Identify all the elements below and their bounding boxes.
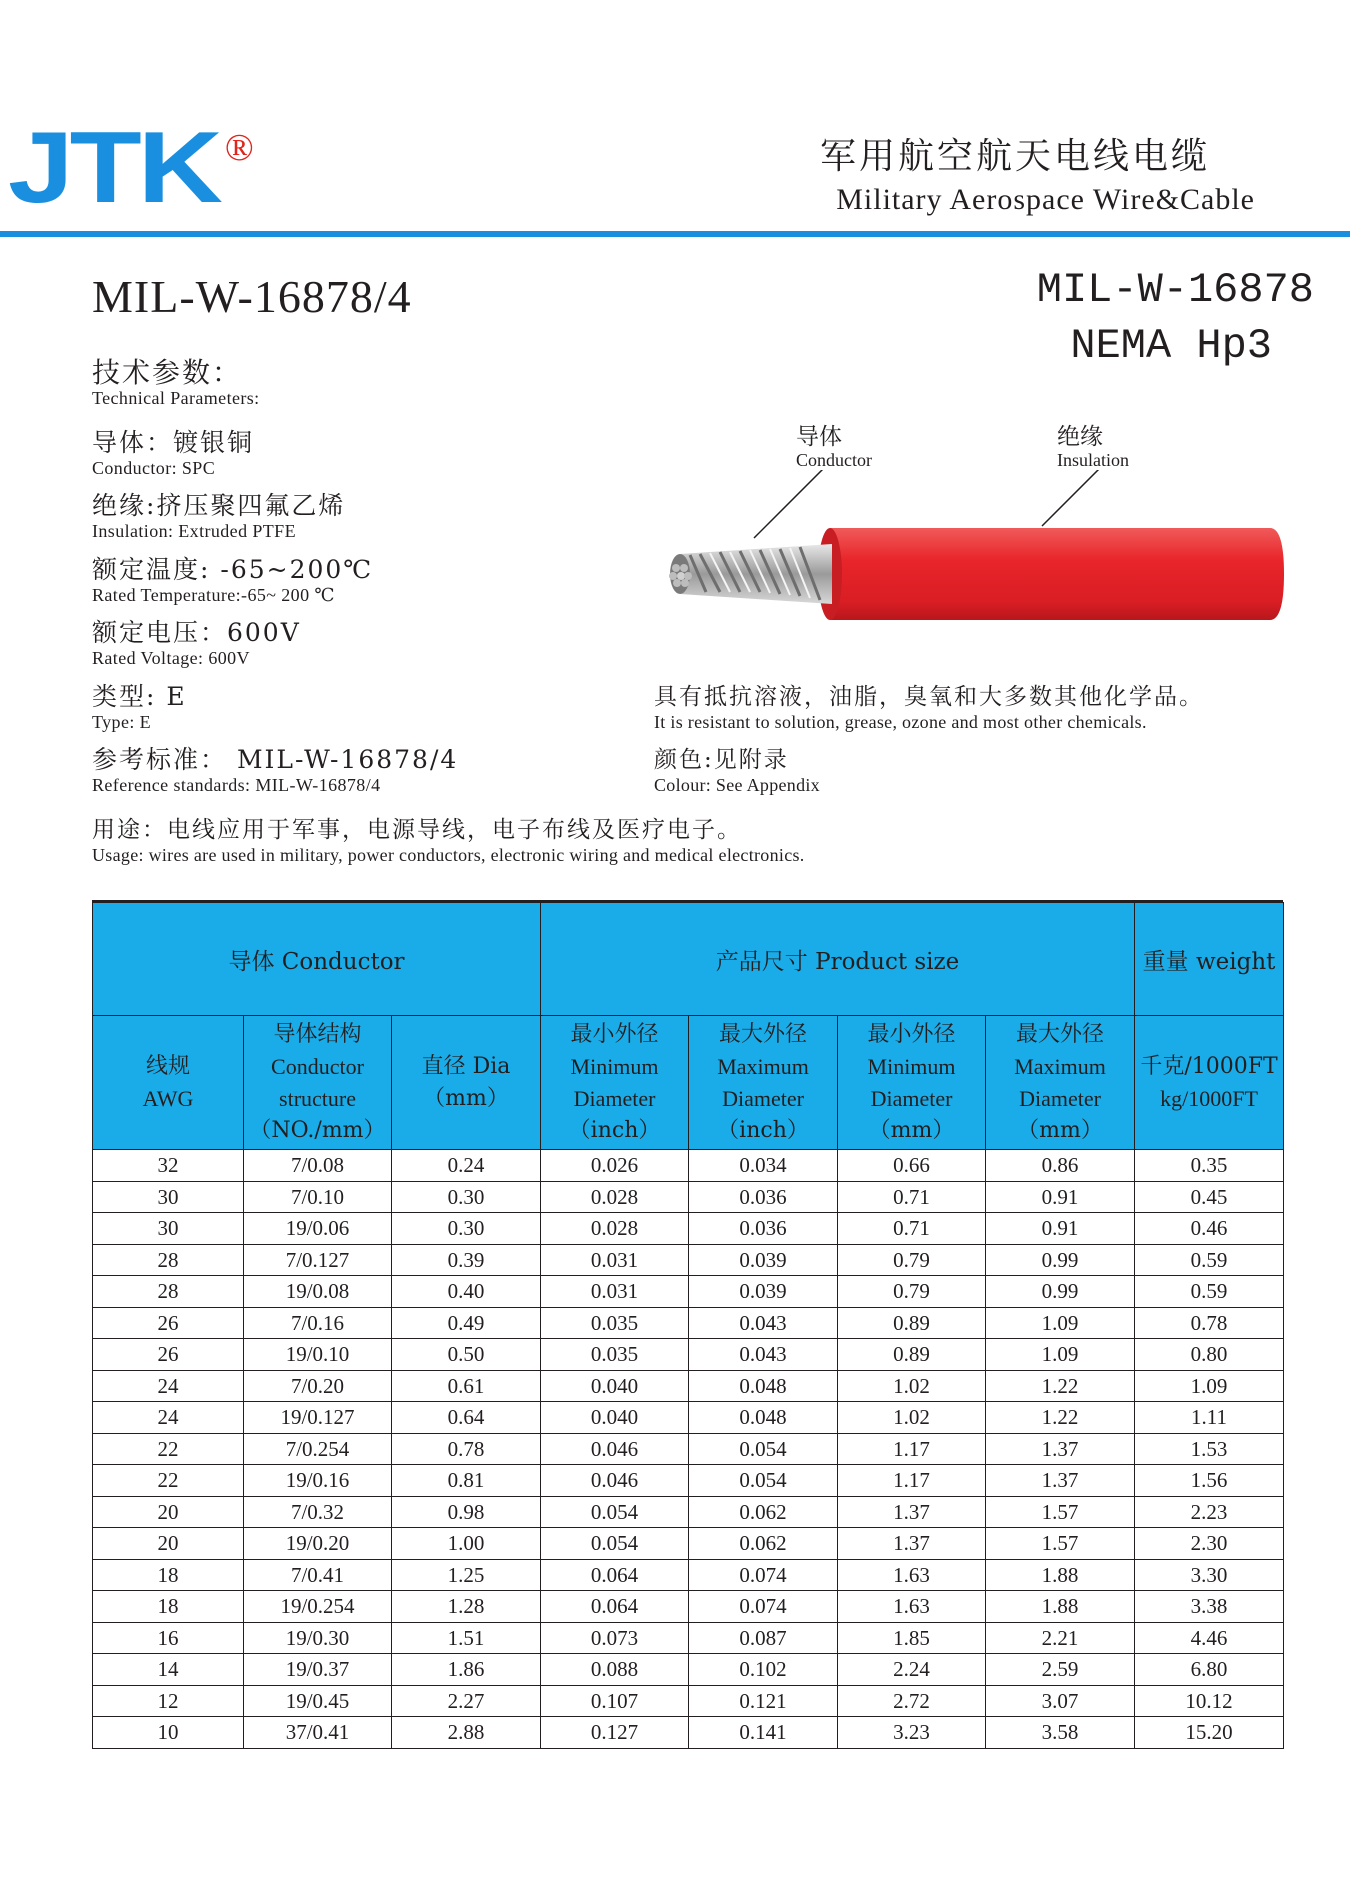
conductor-callout-cn: 导体: [796, 424, 842, 450]
cell-structure: 19/0.45: [244, 1685, 392, 1717]
param-insulation-cn: 绝缘:挤压聚四氟乙烯: [92, 491, 346, 520]
cell-structure: 19/0.30: [244, 1622, 392, 1654]
cell-weight: 0.80: [1135, 1339, 1284, 1371]
cable-illustration: [660, 470, 1300, 630]
param-reference-cn: 参考标准： MIL-W-16878/4: [92, 745, 459, 774]
table-row: [93, 1370, 1284, 1402]
cell-weight: 0.59: [1135, 1276, 1284, 1308]
cell-min-mm: 1.37: [838, 1496, 986, 1528]
cell-max-inch: 0.087: [689, 1622, 838, 1654]
cell-awg: 22: [93, 1465, 244, 1497]
table-row: [93, 1244, 1284, 1276]
cell-weight: 2.30: [1135, 1528, 1284, 1560]
cell-min-inch: 0.054: [541, 1528, 689, 1560]
table-row: [93, 1181, 1284, 1213]
insulation-callout: [1057, 424, 1129, 470]
cell-awg: 20: [93, 1528, 244, 1560]
cell-weight: 15.20: [1135, 1717, 1284, 1749]
cell-structure: 19/0.127: [244, 1402, 392, 1434]
param-temperature-cn: 额定温度: -65~200℃: [92, 555, 374, 584]
insulation-leader-line: [1042, 470, 1104, 526]
table-row: [93, 1307, 1284, 1339]
table-row: [93, 1622, 1284, 1654]
col-min-mm: 最小外径 Minimum Diameter （mm）: [838, 1016, 986, 1150]
cell-min-inch: 0.026: [541, 1150, 689, 1182]
cell-awg: 18: [93, 1591, 244, 1623]
param-heading-cn: 技术参数：: [92, 356, 243, 389]
cell-awg: 26: [93, 1339, 244, 1371]
col-dia: 直径 Dia （mm）: [392, 1016, 541, 1150]
col-structure: 导体结构 Conductor structure （NO./mm）: [244, 1016, 392, 1150]
cell-max-mm: 1.22: [986, 1402, 1135, 1434]
cell-max-mm: 1.22: [986, 1370, 1135, 1402]
cell-min-mm: 1.02: [838, 1402, 986, 1434]
table-row: [93, 1276, 1284, 1308]
cell-min-inch: 0.028: [541, 1181, 689, 1213]
table-row: [93, 1465, 1284, 1497]
cell-structure: 19/0.08: [244, 1276, 392, 1308]
cell-max-mm: 2.21: [986, 1622, 1135, 1654]
cell-dia: 0.64: [392, 1402, 541, 1434]
cell-min-mm: 1.85: [838, 1622, 986, 1654]
header-title-en: Military Aerospace Wire&Cable: [836, 183, 1255, 216]
cell-dia: 0.61: [392, 1370, 541, 1402]
cell-max-inch: 0.062: [689, 1496, 838, 1528]
cell-structure: 37/0.41: [244, 1717, 392, 1749]
cell-dia: 0.30: [392, 1181, 541, 1213]
table-row: [93, 1654, 1284, 1686]
cell-dia: 1.51: [392, 1622, 541, 1654]
cell-min-mm: 0.71: [838, 1181, 986, 1213]
col-max-mm: 最大外径 Maximum Diameter （mm）: [986, 1016, 1135, 1150]
cell-min-mm: 0.71: [838, 1213, 986, 1245]
cell-structure: 7/0.08: [244, 1150, 392, 1182]
cell-min-mm: 1.17: [838, 1465, 986, 1497]
colour-info-cn: 颜色:见附录: [654, 747, 789, 773]
param-voltage-cn: 额定电压：600V: [92, 618, 301, 647]
cell-awg: 24: [93, 1370, 244, 1402]
standard-line-2: NEMA Hp3: [1070, 322, 1272, 370]
table-body: [93, 1150, 1284, 1749]
cell-structure: 19/0.254: [244, 1591, 392, 1623]
col-max-inch: 最大外径 Maximum Diameter （inch）: [689, 1016, 838, 1150]
param-insulation-en: Insulation: Extruded PTFE: [92, 521, 296, 541]
cell-max-inch: 0.054: [689, 1433, 838, 1465]
cell-dia: 0.49: [392, 1307, 541, 1339]
cell-dia: 0.39: [392, 1244, 541, 1276]
header-title-cn: 军用航空航天电线电缆: [819, 136, 1210, 177]
cell-weight: 6.80: [1135, 1654, 1284, 1686]
param-conductor-cn: 导体：镀银铜: [92, 428, 255, 457]
cell-max-mm: 0.99: [986, 1276, 1135, 1308]
conductor-leader-line: [754, 470, 826, 538]
cell-max-inch: 0.036: [689, 1181, 838, 1213]
cell-min-inch: 0.088: [541, 1654, 689, 1686]
cell-awg: 22: [93, 1433, 244, 1465]
cell-min-mm: 0.89: [838, 1307, 986, 1339]
cell-awg: 30: [93, 1213, 244, 1245]
cell-max-inch: 0.102: [689, 1654, 838, 1686]
cell-min-inch: 0.054: [541, 1496, 689, 1528]
cell-awg: 30: [93, 1181, 244, 1213]
cell-min-inch: 0.046: [541, 1465, 689, 1497]
cell-dia: 1.25: [392, 1559, 541, 1591]
cell-min-inch: 0.127: [541, 1717, 689, 1749]
logo-text: JTK: [8, 110, 219, 225]
jtk-logo: [8, 110, 254, 225]
group-conductor: 导体 Conductor: [93, 903, 541, 1016]
cell-dia: 0.98: [392, 1496, 541, 1528]
cell-weight: 3.30: [1135, 1559, 1284, 1591]
registered-mark: ®: [224, 127, 254, 169]
cell-min-inch: 0.040: [541, 1370, 689, 1402]
param-reference-en: Reference standards: MIL-W-16878/4: [92, 775, 381, 795]
cell-dia: 0.24: [392, 1150, 541, 1182]
table-column-header: [93, 1016, 1284, 1150]
cell-weight: 1.53: [1135, 1433, 1284, 1465]
param-voltage-en: Rated Voltage: 600V: [92, 648, 250, 668]
cell-max-inch: 0.036: [689, 1213, 838, 1245]
cell-max-inch: 0.121: [689, 1685, 838, 1717]
cell-max-mm: 1.37: [986, 1433, 1135, 1465]
cell-weight: 0.46: [1135, 1213, 1284, 1245]
group-product-size: 产品尺寸 Product size: [541, 903, 1135, 1016]
col-weight: 千克/1000FT kg/1000FT: [1135, 1016, 1284, 1150]
cell-max-mm: 0.86: [986, 1150, 1135, 1182]
cell-max-inch: 0.039: [689, 1276, 838, 1308]
cell-min-mm: 0.79: [838, 1244, 986, 1276]
cell-structure: 19/0.06: [244, 1213, 392, 1245]
cell-dia: 2.27: [392, 1685, 541, 1717]
cell-weight: 0.78: [1135, 1307, 1284, 1339]
cell-weight: 3.38: [1135, 1591, 1284, 1623]
cell-min-mm: 1.02: [838, 1370, 986, 1402]
table-row: [93, 1150, 1284, 1182]
cell-max-mm: 1.57: [986, 1496, 1135, 1528]
cell-min-inch: 0.040: [541, 1402, 689, 1434]
chemical-resistance-cn: 具有抵抗溶液，油脂，臭氧和大多数其他化学品。: [654, 684, 1204, 710]
cell-awg: 32: [93, 1150, 244, 1182]
cell-min-mm: 2.24: [838, 1654, 986, 1686]
param-voltage: [92, 618, 301, 668]
cell-min-mm: 1.63: [838, 1591, 986, 1623]
cell-weight: 0.35: [1135, 1150, 1284, 1182]
cell-max-mm: 1.57: [986, 1528, 1135, 1560]
cell-max-inch: 0.062: [689, 1528, 838, 1560]
conductor-strands: [669, 544, 832, 604]
cell-structure: 19/0.16: [244, 1465, 392, 1497]
table-row: [93, 1213, 1284, 1245]
cell-awg: 10: [93, 1717, 244, 1749]
param-heading-en: Technical Parameters:: [92, 388, 260, 408]
cell-max-mm: 1.88: [986, 1559, 1135, 1591]
cell-structure: 7/0.127: [244, 1244, 392, 1276]
cell-min-inch: 0.107: [541, 1685, 689, 1717]
param-type: [92, 682, 187, 732]
cell-dia: 1.86: [392, 1654, 541, 1686]
cell-weight: 2.23: [1135, 1496, 1284, 1528]
cell-weight: 4.46: [1135, 1622, 1284, 1654]
usage-info: [92, 815, 805, 865]
cell-min-mm: 0.89: [838, 1339, 986, 1371]
cell-dia: 1.28: [392, 1591, 541, 1623]
conductor-callout-en: Conductor: [796, 450, 872, 470]
cell-awg: 14: [93, 1654, 244, 1686]
cell-min-inch: 0.073: [541, 1622, 689, 1654]
cell-awg: 26: [93, 1307, 244, 1339]
col-awg: 线规 AWG: [93, 1016, 244, 1150]
colour-info: [654, 745, 820, 795]
cell-max-inch: 0.048: [689, 1370, 838, 1402]
param-type-en: Type: E: [92, 712, 152, 732]
param-insulation: [92, 491, 345, 541]
insulation-callout-cn: 绝缘: [1057, 424, 1103, 450]
cell-structure: 7/0.32: [244, 1496, 392, 1528]
cell-max-inch: 0.034: [689, 1150, 838, 1182]
table-row: [93, 1591, 1284, 1623]
cell-min-inch: 0.035: [541, 1339, 689, 1371]
usage-info-en: Usage: wires are used in military, power conductors, electronic wiring and medical electronics.: [92, 845, 805, 865]
cell-awg: 16: [93, 1622, 244, 1654]
col-min-inch: 最小外径 Minimum Diameter （inch）: [541, 1016, 689, 1150]
cell-dia: 0.78: [392, 1433, 541, 1465]
cell-dia: 2.88: [392, 1717, 541, 1749]
cell-max-inch: 0.074: [689, 1559, 838, 1591]
table-row: [93, 1496, 1284, 1528]
cell-min-inch: 0.031: [541, 1276, 689, 1308]
cell-dia: 0.40: [392, 1276, 541, 1308]
cell-min-inch: 0.046: [541, 1433, 689, 1465]
table-row: [93, 1433, 1284, 1465]
table-group-header: [93, 903, 1284, 1016]
cell-weight: 1.11: [1135, 1402, 1284, 1434]
cell-max-mm: 0.91: [986, 1213, 1135, 1245]
standard-line-1: MIL-W-16878: [1036, 266, 1314, 314]
cell-max-inch: 0.039: [689, 1244, 838, 1276]
cell-weight: 1.56: [1135, 1465, 1284, 1497]
cell-max-mm: 3.07: [986, 1685, 1135, 1717]
cell-max-mm: 0.99: [986, 1244, 1135, 1276]
cell-awg: 18: [93, 1559, 244, 1591]
cell-min-inch: 0.064: [541, 1591, 689, 1623]
param-temperature: [92, 555, 373, 605]
cell-max-mm: 1.09: [986, 1307, 1135, 1339]
cell-structure: 19/0.10: [244, 1339, 392, 1371]
cell-weight: 1.09: [1135, 1370, 1284, 1402]
cell-min-mm: 0.66: [838, 1150, 986, 1182]
cell-max-inch: 0.054: [689, 1465, 838, 1497]
cell-min-inch: 0.031: [541, 1244, 689, 1276]
group-weight: 重量 weight: [1135, 903, 1284, 1016]
cell-min-mm: 1.37: [838, 1528, 986, 1560]
cell-awg: 20: [93, 1496, 244, 1528]
cell-max-mm: 3.58: [986, 1717, 1135, 1749]
param-conductor: [92, 428, 254, 478]
cell-max-mm: 1.37: [986, 1465, 1135, 1497]
cell-structure: 19/0.20: [244, 1528, 392, 1560]
table-row: [93, 1402, 1284, 1434]
cell-dia: 0.81: [392, 1465, 541, 1497]
cell-max-inch: 0.043: [689, 1339, 838, 1371]
param-reference: [92, 745, 458, 795]
cell-dia: 0.50: [392, 1339, 541, 1371]
cell-max-inch: 0.141: [689, 1717, 838, 1749]
param-heading: [92, 358, 260, 408]
cell-min-inch: 0.035: [541, 1307, 689, 1339]
cell-weight: 0.45: [1135, 1181, 1284, 1213]
chemical-resistance-en: It is resistant to solution, grease, ozone and most other chemicals.: [654, 712, 1147, 732]
param-temperature-en: Rated Temperature:-65~ 200 ℃: [92, 585, 335, 605]
header-divider: [0, 231, 1350, 237]
cell-structure: 7/0.16: [244, 1307, 392, 1339]
cell-max-inch: 0.043: [689, 1307, 838, 1339]
cell-max-inch: 0.048: [689, 1402, 838, 1434]
chemical-resistance: [654, 682, 1204, 732]
cell-dia: 1.00: [392, 1528, 541, 1560]
cell-structure: 7/0.10: [244, 1181, 392, 1213]
cell-max-mm: 2.59: [986, 1654, 1135, 1686]
cell-min-mm: 1.63: [838, 1559, 986, 1591]
table-row: [93, 1528, 1284, 1560]
table-row: [93, 1339, 1284, 1371]
cell-min-inch: 0.064: [541, 1559, 689, 1591]
cell-max-mm: 0.91: [986, 1181, 1135, 1213]
cell-structure: 7/0.20: [244, 1370, 392, 1402]
spec-table: [92, 902, 1284, 1749]
cell-min-mm: 3.23: [838, 1717, 986, 1749]
cell-structure: 19/0.37: [244, 1654, 392, 1686]
table-row: [93, 1559, 1284, 1591]
cell-awg: 12: [93, 1685, 244, 1717]
table-row: [93, 1685, 1284, 1717]
param-type-cn: 类型: E: [92, 682, 187, 711]
cell-min-mm: 1.17: [838, 1433, 986, 1465]
cell-awg: 24: [93, 1402, 244, 1434]
usage-info-cn: 用途：电线应用于军事，电源导线，电子布线及医疗电子。: [92, 817, 742, 843]
product-model: MIL-W-16878/4: [92, 271, 412, 322]
cell-max-inch: 0.074: [689, 1591, 838, 1623]
insulation-callout-en: Insulation: [1057, 450, 1129, 470]
cell-weight: 10.12: [1135, 1685, 1284, 1717]
cell-dia: 0.30: [392, 1213, 541, 1245]
cell-awg: 28: [93, 1244, 244, 1276]
cell-structure: 7/0.254: [244, 1433, 392, 1465]
colour-info-en: Colour: See Appendix: [654, 775, 820, 795]
conductor-callout: [796, 424, 872, 470]
cell-min-inch: 0.028: [541, 1213, 689, 1245]
cell-structure: 7/0.41: [244, 1559, 392, 1591]
cell-min-mm: 0.79: [838, 1276, 986, 1308]
cell-awg: 28: [93, 1276, 244, 1308]
cell-max-mm: 1.88: [986, 1591, 1135, 1623]
cell-weight: 0.59: [1135, 1244, 1284, 1276]
cell-max-mm: 1.09: [986, 1339, 1135, 1371]
insulation-jacket: [818, 528, 1284, 620]
param-conductor-en: Conductor: SPC: [92, 458, 216, 478]
cell-min-mm: 2.72: [838, 1685, 986, 1717]
table-row: [93, 1717, 1284, 1749]
